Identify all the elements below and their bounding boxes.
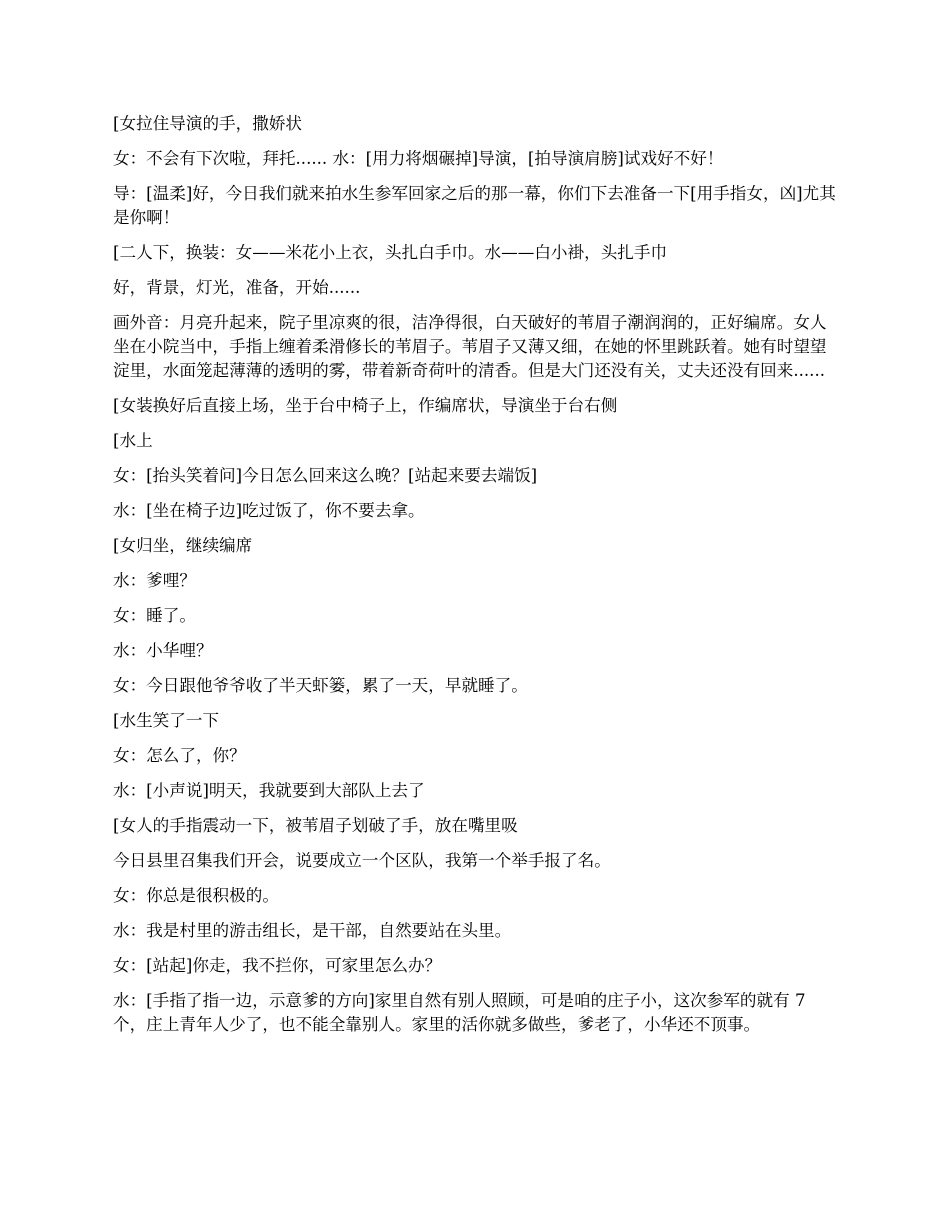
stage-direction: [女拉住导演的手，撒娇状: [113, 114, 303, 133]
dialogue-line: 导：[温柔]好，今日我们就来拍水生参军回家之后的那一幕，你们下去准备一下[用手指女，凶]尤其是你啊！: [113, 184, 836, 227]
dialogue-line: 女：你总是很积极的。: [113, 886, 279, 905]
stage-direction: [女归坐，继续编席: [113, 536, 253, 555]
dialogue-line: 水：小华哩？: [113, 641, 213, 660]
dialogue-line: 女：[站起]你走，我不拦你，可家里怎么办？: [113, 956, 442, 975]
stage-direction: [水生笑了一下: [113, 711, 220, 730]
dialogue-line: 好，背景，灯光，准备，开始......: [113, 278, 361, 297]
dialogue-line: 水：[坐在椅子边]吃过饭了，你不要去拿。: [113, 501, 425, 520]
dialogue-line: 女：不会有下次啦，拜托...... 水：[用力将烟碾掉]导演，[拍导演肩膀]试戏好不好！: [113, 149, 724, 168]
dialogue-line: 水：爹哩？: [113, 571, 196, 590]
stage-direction: [二人下，换装：女——米花小上衣，头扎白手巾。水——白小褂，头扎手巾: [113, 243, 668, 262]
dialogue-line: 今日县里召集我们开会，说要成立一个区队，我第一个举手报了名。: [113, 851, 611, 870]
dialogue-line: 水：我是村里的游击组长，是干部，自然要站在头里。: [113, 921, 512, 940]
stage-direction: [女人的手指震动一下，被苇眉子划破了手，放在嘴里吸: [113, 816, 518, 835]
dialogue-line: 女：怎么了，你？: [113, 746, 246, 765]
stage-direction: [水上: [113, 431, 153, 450]
dialogue-line: 女：睡了。: [113, 606, 196, 625]
dialogue-line: 水：[小声说]明天，我就要到大部队上去了: [113, 781, 425, 800]
voice-over: 画外音：月亮升起来，院子里凉爽的很，洁净得很，白天破好的苇眉子潮润润的，正好编席。女人坐在小院当中，手指上缠着柔滑修长的苇眉子。苇眉子又薄又细，在她的怀里跳跃着。她有时望望淀里，水面笼起薄薄的透明的雾，带着新奇荷叶的清香。但是大门还没有关，丈夫还没有回来......: [113, 313, 827, 380]
dialogue-line: 女：今日跟他爷爷收了半天虾篓，累了一天，早就睡了。: [113, 676, 528, 695]
stage-direction: [女装换好后直接上场，坐于台中椅子上，作编席状，导演坐于台右侧: [113, 396, 618, 415]
dialogue-line: 水：[手指了指一边，示意爹的方向]家里自然有别人照顾，可是咱的庄子小，这次参军的就有 7 个，庄上青年人少了，也不能全靠别人。家里的活你就多做些，爹老了，小华还不顶事。: [113, 991, 806, 1034]
dialogue-line: 女：[抬头笑着问]今日怎么回来这么晚？[站起来要去端饭]: [113, 466, 538, 485]
document-body: [113, 112, 843, 1048]
